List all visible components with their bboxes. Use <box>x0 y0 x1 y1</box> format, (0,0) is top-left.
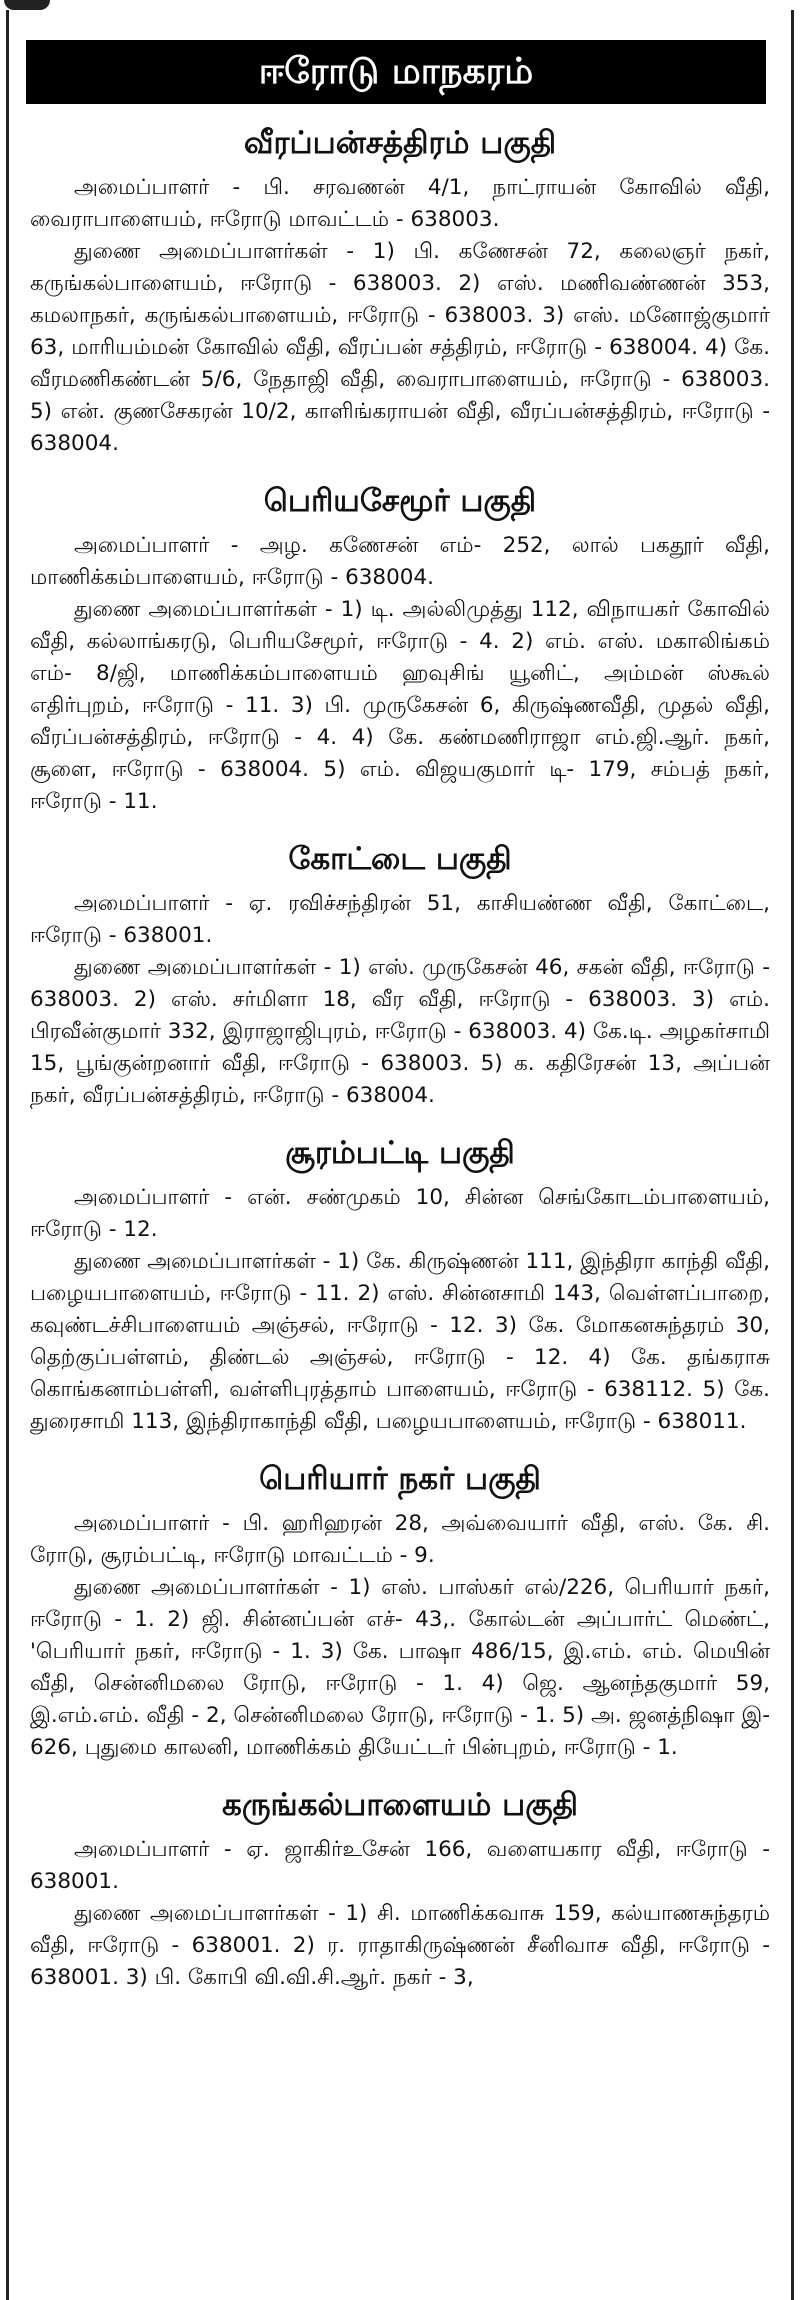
section-periyasemur <box>30 478 770 818</box>
section-title: சூரம்பட்டி பகுதி <box>285 1135 515 1171</box>
deputies-paragraph: துணை அமைப்பாளர்கள் - 1) எஸ். பாஸ்கர் எல்/226, பெரியார் நகர், ஈரோடு - 1. 2) ஜி. சின்னப்பன் எச்- 43,. கோல்டன் அப்பார்ட் மெண்ட், 'பெரியார் நகர், ஈரோடு - 1. 3) கே. பாஷா 486/15, இ.எம். எம். மெயின் வீதி, சென்னிமலை ரோடு, ஈரோடு - 1. 4) ஜெ. ஆனந்தகுமார் 59, இ.எம்.எம். வீதி - 2, சென்னிமலை ரோடு, ஈரோடு - 1. 5) அ. ஜனத்நிஷா இ- 626, புதுமை காலனி, மாணிக்கம் தியேட்டர் பின்புறம், ஈரோடு - 1. <box>30 1575 770 1760</box>
deputies-paragraph: துணை அமைப்பாளர்கள் - 1) பி. கணேசன் 72, கலைஞர் நகர், கருங்கல்பாளையம், ஈரோடு - 638003. 2) எஸ். மணிவண்ணன் 353, கமலாநகர், கருங்கல்பாளையம், ஈரோடு - 638003. 3) எஸ். மனோஜ்குமார் 63, மாரியம்மன் கோவில் வீதி, வீரப்பன் சத்திரம், ஈரோடு - 638004. 4) கே. வீரமணிகண்டன் 5/6, நேதாஜி வீதி, வைராபாளையம், ஈரோடு - 638003. 5) என். குணசேகரன் 10/2, காளிங்கராயன் வீதி, வீரப்பன்சத்திரம், ஈரோடு - 638004. <box>30 239 770 456</box>
section-title: பெரியார் நகர் பகுதி <box>259 1461 541 1497</box>
section-kottai <box>30 836 770 1112</box>
section-title: கோட்டை பகுதி <box>288 841 512 877</box>
top-strip <box>0 0 800 14</box>
organizer-paragraph: அமைப்பாளர் - என். சண்முகம் 10, சின்ன செங்கோடம்பாளையம், ஈரோடு - 12. <box>30 1185 770 1242</box>
page-corner-mark <box>4 0 50 10</box>
section-title: வீரப்பன்சத்திரம் பகுதி <box>243 125 557 161</box>
section-title: பெரியசேமூர் பகுதி <box>263 483 537 519</box>
deputies-paragraph: துணை அமைப்பாளர்கள் - 1) எஸ். முருகேசன் 46, சகன் வீதி, ஈரோடு - 638003. 2) எஸ். சர்மிளா 18, வீர வீதி, ஈரோடு - 638003. 3) எம். பிரவீன்குமார் 332, இராஜாஜிபுரம், ஈரோடு - 638003. 4) கே.டி. அழகர்சாமி 15, பூங்குன்றனார் வீதி, ஈரோடு - 638003. 5) க. கதிரேசன் 13, அப்பன் நகர், வீரப்பன்சத்திரம், ஈரோடு - 638004. <box>30 955 770 1108</box>
right-column-rule <box>791 10 794 2300</box>
section-periyar-nagar <box>30 1456 770 1764</box>
organizer-paragraph: அமைப்பாளர் - பி. ஹரிஹரன் 28, அவ்வையார் வீதி, எஸ். கே. சி. ரோடு, சூரம்பட்டி, ஈரோடு மாவட்டம் - 9. <box>30 1511 770 1568</box>
organizer-paragraph: அமைப்பாளர் - ஏ. ஜாகிர்உசேன் 166, வளையகார வீதி, ஈரோடு - 638001. <box>30 1837 770 1894</box>
section-surampatti <box>30 1130 770 1438</box>
deputies-paragraph: துணை அமைப்பாளர்கள் - 1) கே. கிருஷ்ணன் 111, இந்திரா காந்தி வீதி, பழையபாளையம், ஈரோடு - 11. 2) எஸ். சின்னசாமி 143, வெள்ளப்பாறை, கவுண்டச்சிபாளையம் அஞ்சல், ஈரோடு - 12. 3) கே. மோகனசுந்தரம் 30, தெற்குப்பள்ளம், திண்டல் அஞ்சல், ஈரோடு - 12. 4) கே. தங்கராசு கொங்கனாம்பள்ளி, வள்ளிபுரத்தாம் பாளையம், ஈரோடு - 638112. 5) கே. துரைசாமி 113, இந்திராகாந்தி வீதி, பழையபாளையம், ஈரோடு - 638011. <box>30 1249 770 1434</box>
article-body <box>30 120 770 2012</box>
deputies-paragraph: துணை அமைப்பாளர்கள் - 1) சி. மாணிக்கவாசு 159, கல்யாணசுந்தரம் வீதி, ஈரோடு - 638001. 2) ர. ராதாகிருஷ்ணன் சீனிவாச வீதி, ஈரோடு - 638001. 3) பி. கோபி வி.வி.சி.ஆர். நகர் - 3, <box>30 1901 770 1990</box>
organizer-paragraph: அமைப்பாளர் - பி. சரவணன் 4/1, நாட்ராயன் கோவில் வீதி, வைராபாளையம், ஈரோடு மாவட்டம் - 638003. <box>30 175 770 232</box>
section-title: கருங்கல்பாளையம் பகுதி <box>221 1787 578 1823</box>
organizer-paragraph: அமைப்பாளர் - அழ. கணேசன் எம்- 252, லால் பகதூர் வீதி, மாணிக்கம்பாளையம், ஈரோடு - 638004. <box>30 533 770 590</box>
banner-title: ஈரோடு மாநகரம் <box>26 40 766 104</box>
deputies-paragraph: துணை அமைப்பாளர்கள் - 1) டி. அல்லிமுத்து 112, விநாயகர் கோவில் வீதி, கல்லாங்கரடு, பெரியசேமூர், ஈரோடு - 4. 2) எம். எஸ். மகாலிங்கம் எம்- 8/ஜி, மாணிக்கம்பாளையம் ஹவுசிங் யூனிட், அம்மன் ஸ்கூல் எதிர்புறம், ஈரோடு - 11. 3) பி. முருகேசன் 6, கிருஷ்ணவீதி, முதல் வீதி, வீரப்பன்சத்திரம், ஈரோடு - 4. 4) கே. கண்மணிராஜா எம்.ஜி.ஆர். நகர், சூளை, ஈரோடு - 638004. 5) எம். விஜயகுமார் டி- 179, சம்பத் நகர், ஈரோடு - 11. <box>30 597 770 814</box>
organizer-paragraph: அமைப்பாளர் - ஏ. ரவிச்சந்திரன் 51, காசியண்ண வீதி, கோட்டை, ஈரோடு - 638001. <box>30 891 770 948</box>
left-column-rule <box>6 10 9 2300</box>
section-veerappanchathiram <box>30 120 770 460</box>
section-karungalpalayam <box>30 1782 770 1994</box>
